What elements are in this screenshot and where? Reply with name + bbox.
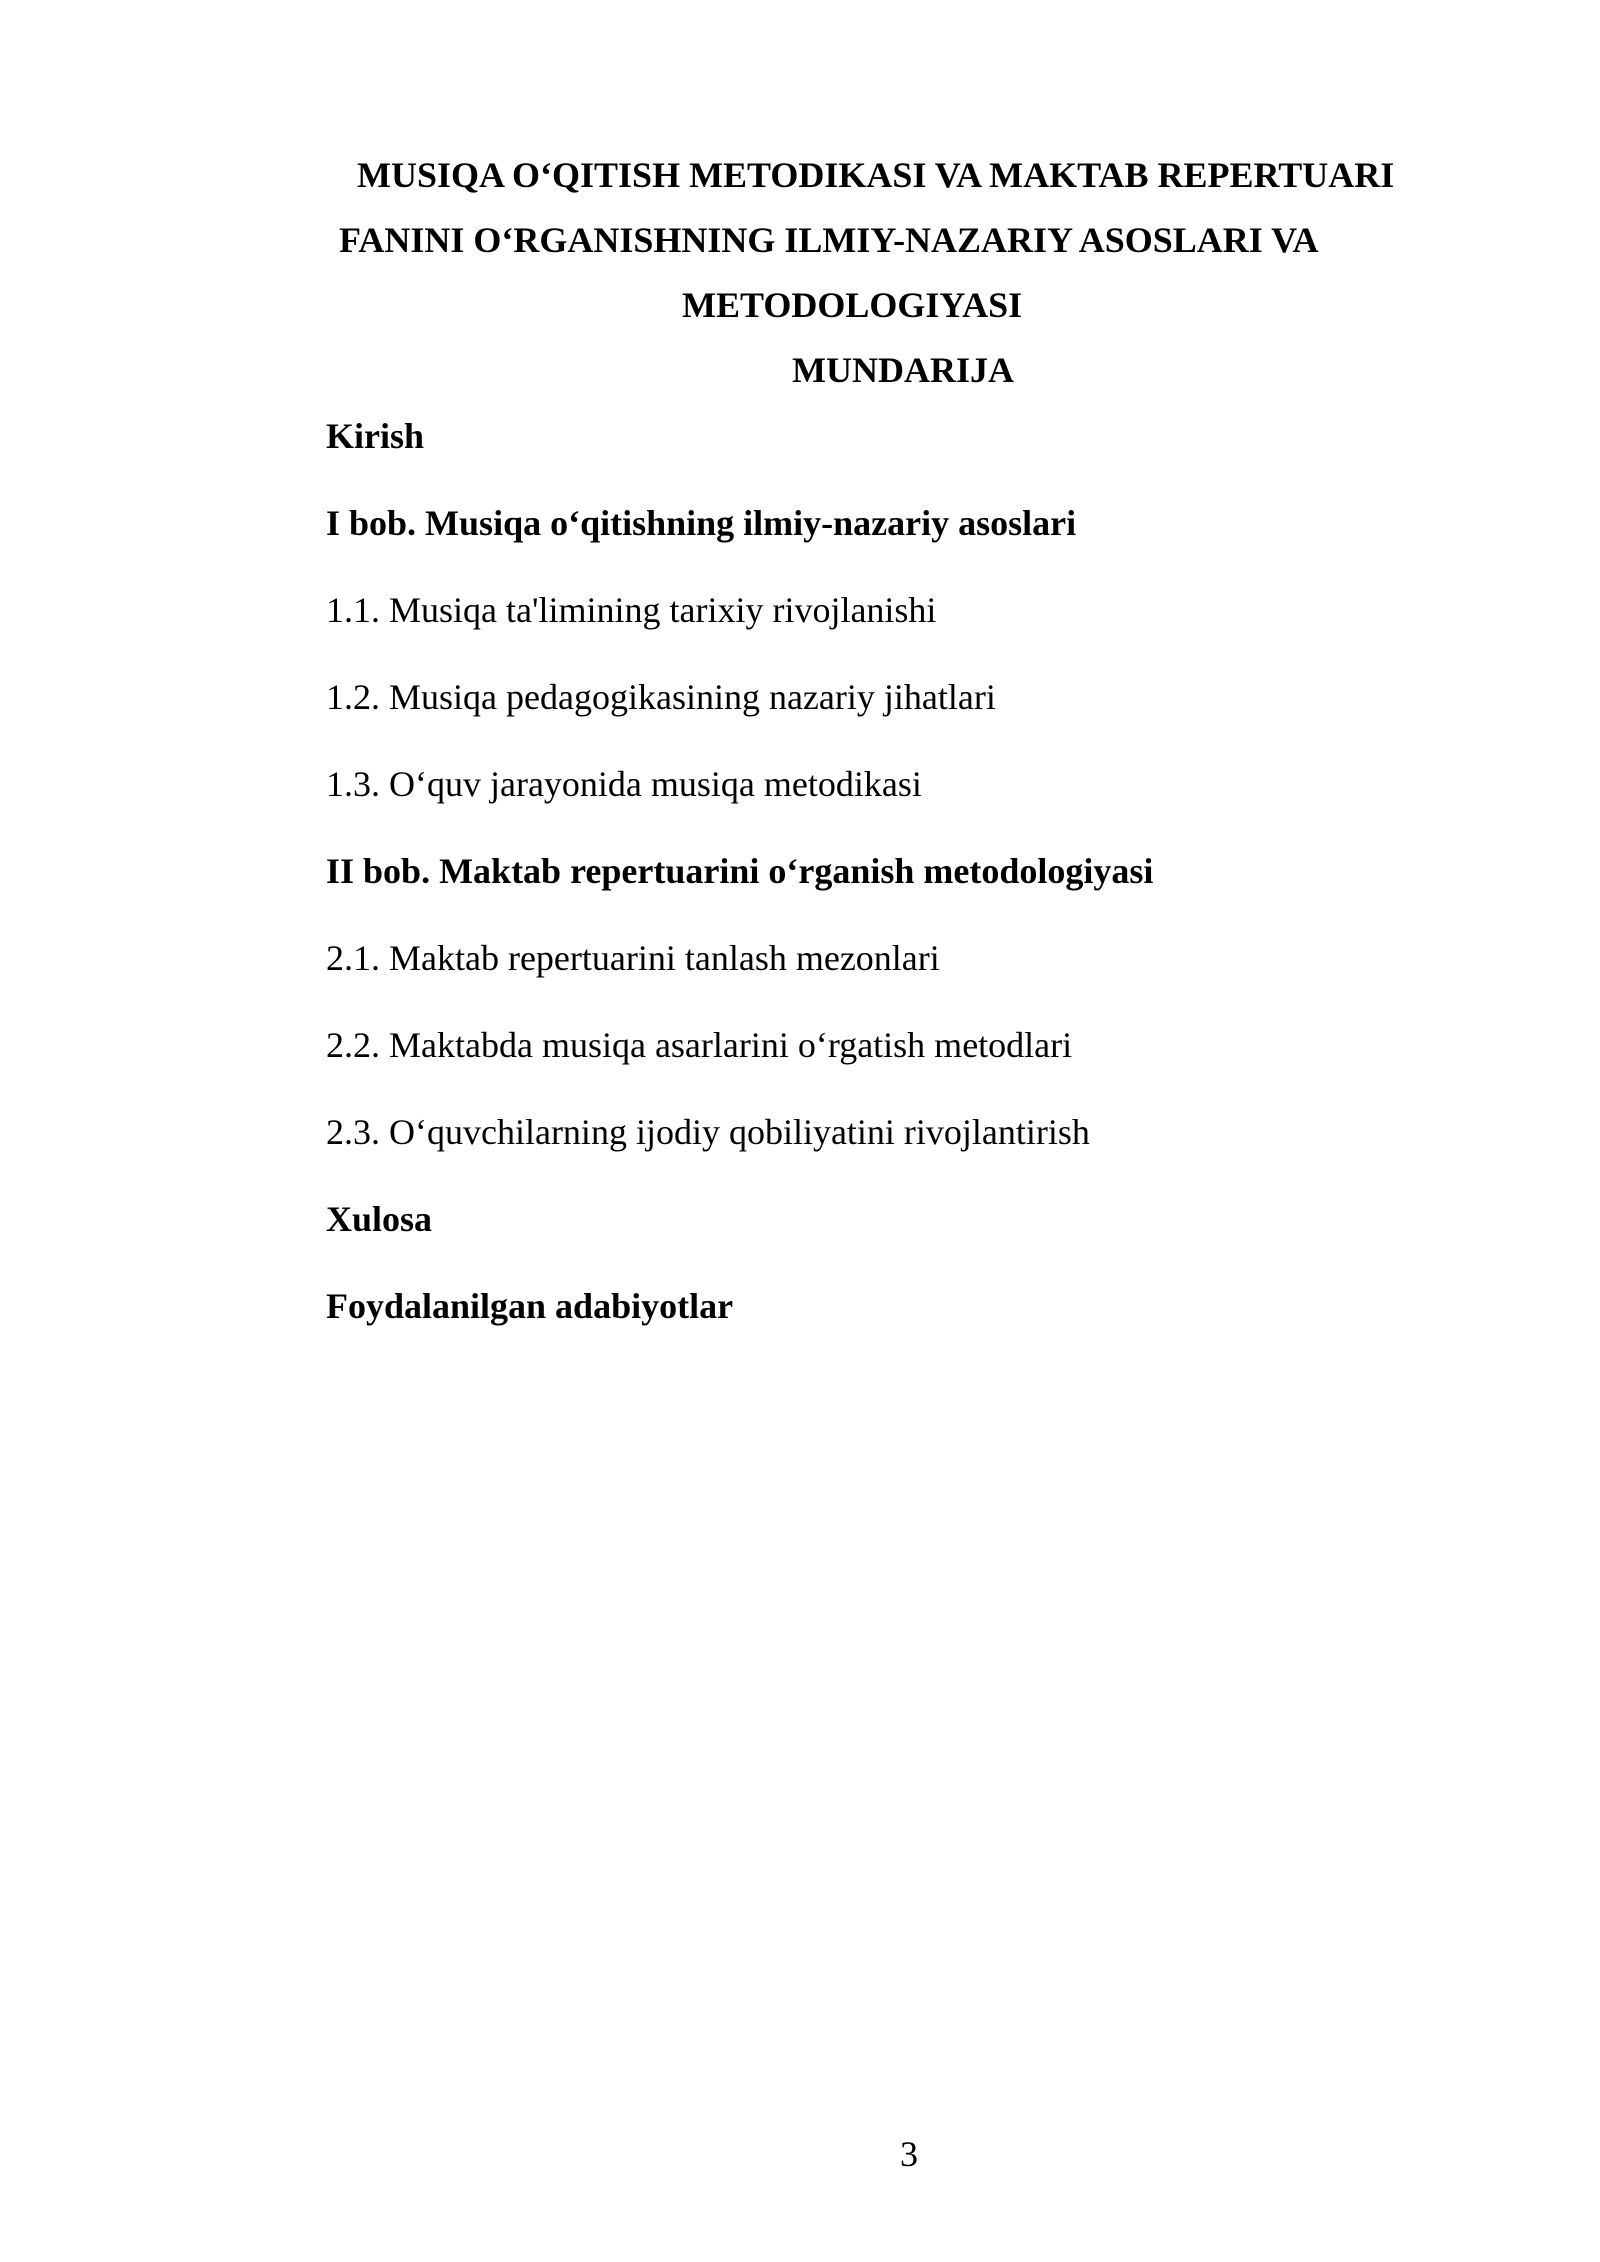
toc-entry-chapter-2: II bob. Maktab repertuarini o‘rganish metodologiyasi: [326, 851, 1154, 891]
toc-entry-chapter-1: I bob. Musiqa o‘qitishning ilmiy-nazariy asoslari: [326, 503, 1077, 543]
toc-entry-section-1-2: 1.2. Musiqa pedagogikasining nazariy jihatlari: [326, 677, 996, 717]
toc-entry-section-1-1: 1.1. Musiqa ta'limining tarixiy rivojlanishi: [326, 590, 937, 630]
toc-entry-section-2-2: 2.2. Maktabda musiqa asarlarini o‘rgatish metodlari: [326, 1025, 1073, 1065]
contents-heading: MUNDARIJA: [792, 350, 1014, 390]
toc-entry-section-2-1: 2.1. Maktab repertuarini tanlash mezonlari: [326, 938, 940, 978]
toc-entry-introduction: Kirish: [326, 416, 425, 456]
document-title-line-1: MUSIQA O‘QITISH METODIKASI VA MAKTAB REPERTUARI: [357, 155, 1395, 195]
document-title-line-3: METODOLOGIYASI: [682, 285, 1023, 325]
toc-entry-references: Foydalanilgan adabiyotlar: [326, 1286, 734, 1326]
document-title-line-2: FANINI O‘RGANISHNING ILMIY-NAZARIY ASOSLARI VA: [339, 220, 1319, 260]
toc-entry-section-2-3: 2.3. O‘quvchilarning ijodiy qobiliyatini rivojlantirish: [326, 1112, 1090, 1152]
toc-entry-conclusion: Xulosa: [326, 1199, 433, 1239]
page-number: 3: [900, 2134, 918, 2174]
toc-entry-section-1-3: 1.3. O‘quv jarayonida musiqa metodikasi: [326, 764, 922, 804]
